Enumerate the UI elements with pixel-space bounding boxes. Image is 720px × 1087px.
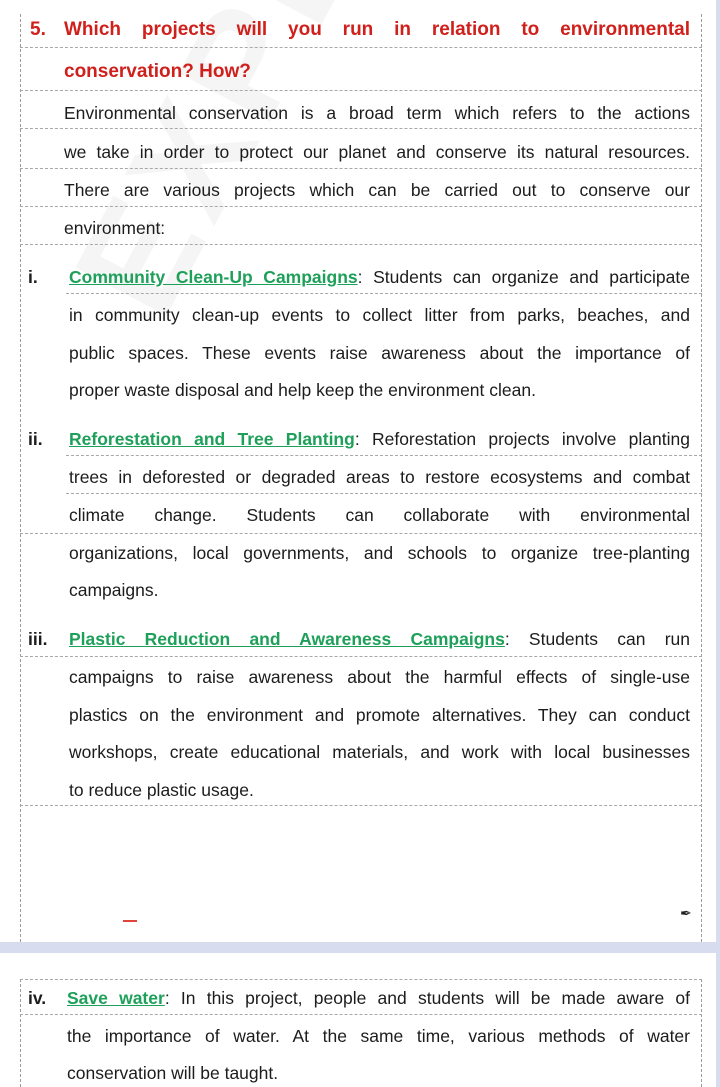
item-title-link[interactable]: Community Clean-Up Campaigns	[69, 267, 358, 287]
question-number: 5.	[30, 19, 46, 40]
question-text-1: Which projects will you run in relation to environmental	[64, 19, 690, 40]
item-numeral: iv.	[28, 988, 47, 1008]
pen-icon: ✒	[680, 905, 692, 921]
document-page-1: 5. Which projects will you run in relation to environmental conservation? How? Environmental conservation is a broad term which refers to the actions we take in order to protect our planet and conserve its natural resources. There are various projects which can be carried out to conserve our environment: i. Community Clean-Up Campaigns: Students can organize and participate in community clean-up events to collect litter from parks, beaches, and public spaces. These events raise awareness about the importance of proper waste disposal and help keep the environment clean. ii. Reforestation and Tree Planting: Reforestation projects involve planting trees in deforested or degraded areas to restore ecosystems and combat climate change. Students can collaborate with environmental organizations, local governments, and schools to organize tree-planting campaigns. iii. Plastic Reduction and Awareness Campaigns: Students can run campaigns to raise awareness about the harmful effects of single-use plastics on the environment and promote alternatives. They can conduct workshops, create educational materials, and work with local businesses to reduce plastic usage. ✒	[0, 0, 716, 942]
dashed-rule	[20, 128, 702, 129]
document-page-2: iv. Save water: In this project, people and students will be made aware of the importance of water. At the same time, various methods of water conservation will be taught.	[0, 953, 716, 1087]
dashed-rule	[66, 293, 702, 294]
dashed-rule	[20, 979, 702, 980]
dashed-rule	[20, 90, 702, 91]
item-numeral: iii.	[28, 629, 48, 649]
ink-mark	[123, 920, 137, 922]
dashed-rule	[20, 47, 702, 48]
item-title-link[interactable]: Save water	[67, 988, 165, 1008]
item-numeral: ii.	[28, 429, 43, 449]
item-title-link[interactable]: Reforestation and Tree Planting	[69, 429, 355, 449]
watermark	[40, 0, 503, 341]
dashed-rule	[66, 493, 702, 494]
dashed-rule	[20, 533, 702, 534]
dashed-rule	[20, 168, 702, 169]
item-numeral: i.	[28, 267, 38, 287]
item-title-link[interactable]: Plastic Reduction and Awareness Campaigns	[69, 629, 505, 649]
dashed-rule	[20, 1014, 702, 1015]
dashed-rule	[20, 805, 702, 806]
dashed-rule	[20, 244, 702, 245]
dashed-rule	[20, 206, 702, 207]
dashed-rule	[20, 656, 702, 657]
dashed-rule	[66, 455, 702, 456]
question-text-2: conservation? How?	[64, 61, 251, 82]
